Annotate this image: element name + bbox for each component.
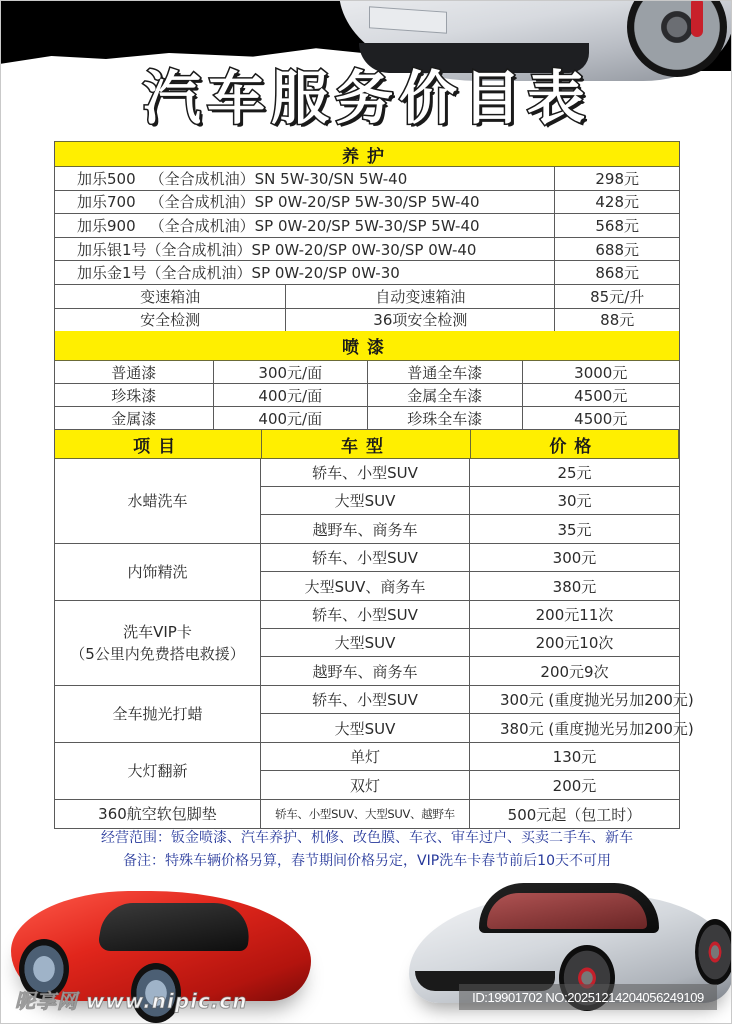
table-row [261, 487, 679, 515]
maintenance-table [54, 141, 680, 332]
price: 30元 [557, 492, 592, 510]
price: 300元 (重度抛光另加200元) [500, 691, 694, 709]
services-table [54, 430, 694, 829]
oil-item-desc: 加乐500 （全合成机油）SN 5W-30/SN 5W-40 [55, 167, 555, 190]
service-item: 水蜡洗车 [55, 459, 261, 543]
paint-header: 喷漆 [55, 331, 679, 361]
price: 200元9次 [540, 662, 609, 681]
price: 380元 [552, 577, 597, 596]
oil-item-desc: 加乐金1号 （全合成机油）SP 0W-20/SP 0W-30 [55, 261, 555, 284]
table-row [261, 743, 679, 771]
vehicle-type: 轿车、小型SUV [261, 686, 470, 713]
maintenance-header: 养护 [55, 141, 679, 167]
table-row [55, 191, 679, 215]
price: 35元 [557, 520, 592, 539]
vehicle-type: 大型SUV [261, 487, 470, 514]
service-item: 洗车VIP卡 （5公里内免费搭电救援） [55, 601, 261, 685]
vehicle-type: 大型SUV [261, 629, 470, 656]
service-group-interior-clean [55, 544, 679, 601]
table-row [55, 167, 679, 191]
service-detail: 自动变速箱油 [286, 285, 555, 308]
image-id-watermark: ID:19901702 NO:20251214204056249109 [459, 984, 717, 1010]
full-paint-type: 普通全车漆 [368, 361, 523, 383]
table-row [261, 657, 679, 685]
price: 25元 [557, 464, 592, 482]
oil-item-price: 688元 [595, 240, 640, 259]
oil-item-price: 298元 [595, 169, 640, 188]
service-name: 安全检测 [55, 309, 286, 332]
remarks: 备注：特殊车辆价格另算，春节期间价格另定，VIP洗车卡春节前后10天不可用 [123, 853, 611, 869]
vehicle-type: 越野车、商务车 [261, 515, 470, 543]
panel-paint-price: 400元/面 [214, 407, 369, 429]
table-row [261, 515, 679, 543]
price: 200元11次 [535, 606, 614, 624]
panel-paint-type: 金属漆 [55, 407, 214, 429]
vehicle-type: 轿车、小型SUV [261, 459, 470, 486]
table-row [261, 544, 679, 572]
table-row [55, 285, 679, 309]
service-name: 变速箱油 [55, 285, 286, 308]
vehicle-type: 越野车、商务车 [261, 657, 470, 685]
oil-item-desc: 加乐银1号 （全合成机油）SP 0W-20/SP 0W-30/SP 0W-40 [55, 238, 555, 261]
table-row [55, 407, 679, 430]
service-item: 360航空软包脚垫 [55, 800, 261, 828]
price: 380元 (重度抛光另加200元) [500, 719, 694, 738]
panel-paint-type: 珍珠漆 [55, 384, 214, 406]
service-item: 大灯翻新 [55, 743, 261, 799]
full-paint-price: 4500元 [574, 409, 628, 428]
table-row [261, 572, 679, 600]
full-paint-price: 4500元 [574, 386, 628, 405]
full-paint-price: 3000元 [574, 363, 628, 382]
table-row [261, 714, 694, 742]
column-header-vehicle: 车型 [262, 430, 470, 458]
table-row [261, 800, 679, 828]
business-scope: 经营范围：钣金喷漆、汽车养护、机修、改色膜、车衣、审车过户、买卖二手车、新车 [101, 830, 633, 846]
service-price: 85元/升 [590, 287, 645, 306]
oil-item-price: 428元 [595, 193, 640, 212]
column-header-price: 价格 [471, 430, 679, 458]
vehicle-type: 轿车、小型SUV [261, 544, 470, 571]
table-row [261, 771, 679, 799]
service-item: 内饰精洗 [55, 544, 261, 600]
price: 130元 [552, 748, 597, 766]
vehicle-type: 轿车、小型SUV、大型SUV、越野车 [261, 800, 470, 828]
table-row [261, 459, 679, 487]
price: 300元 [552, 549, 597, 567]
panel-paint-type: 普通漆 [55, 361, 214, 383]
oil-item-price: 568元 [595, 216, 640, 235]
table-row [55, 361, 679, 384]
full-paint-type: 金属全车漆 [368, 384, 523, 406]
full-paint-type: 珍珠全车漆 [368, 407, 523, 429]
service-item-note: （5公里内免费搭电救援） [70, 645, 245, 663]
table-row [55, 309, 679, 333]
service-group-floor-mats [55, 800, 679, 829]
vehicle-type: 双灯 [261, 771, 470, 799]
service-group-vip-card [55, 601, 679, 686]
table-row [55, 261, 679, 285]
price: 500元起（包工时） [507, 805, 642, 824]
site-watermark: 昵享网 www.nipic.cn [15, 989, 248, 1013]
price: 200元 [552, 776, 597, 795]
table-row [261, 629, 679, 657]
service-group-wax-wash [55, 459, 679, 544]
service-item: 全车抛光打蜡 [55, 686, 261, 742]
vehicle-type: 单灯 [261, 743, 470, 770]
footer-notes [1, 827, 732, 873]
table-row [261, 686, 694, 714]
table-row [55, 238, 679, 262]
panel-paint-price: 300元/面 [214, 361, 369, 383]
price: 200元10次 [535, 634, 614, 652]
oil-item-desc: 加乐700 （全合成机油）SP 0W-20/SP 5W-30/SP 5W-40 [55, 191, 555, 214]
oil-item-price: 868元 [595, 264, 640, 283]
panel-paint-price: 400元/面 [214, 384, 369, 406]
table-row [55, 214, 679, 238]
vehicle-type: 大型SUV [261, 714, 470, 742]
oil-item-desc: 加乐900 （全合成机油）SP 0W-20/SP 5W-30/SP 5W-40 [55, 214, 555, 237]
column-header-item: 项目 [55, 430, 262, 458]
service-price: 88元 [600, 311, 635, 330]
service-group-headlight-restore [55, 743, 679, 800]
table-row [261, 601, 679, 629]
services-header-row [55, 430, 679, 459]
vehicle-type: 轿车、小型SUV [261, 601, 470, 628]
table-row [55, 384, 679, 407]
paint-table [54, 331, 680, 430]
service-detail: 36项安全检测 [286, 309, 555, 332]
page-title: 汽车服务价目表 [142, 64, 591, 132]
service-group-polish-wax [55, 686, 694, 743]
vehicle-type: 大型SUV、商务车 [261, 572, 470, 600]
